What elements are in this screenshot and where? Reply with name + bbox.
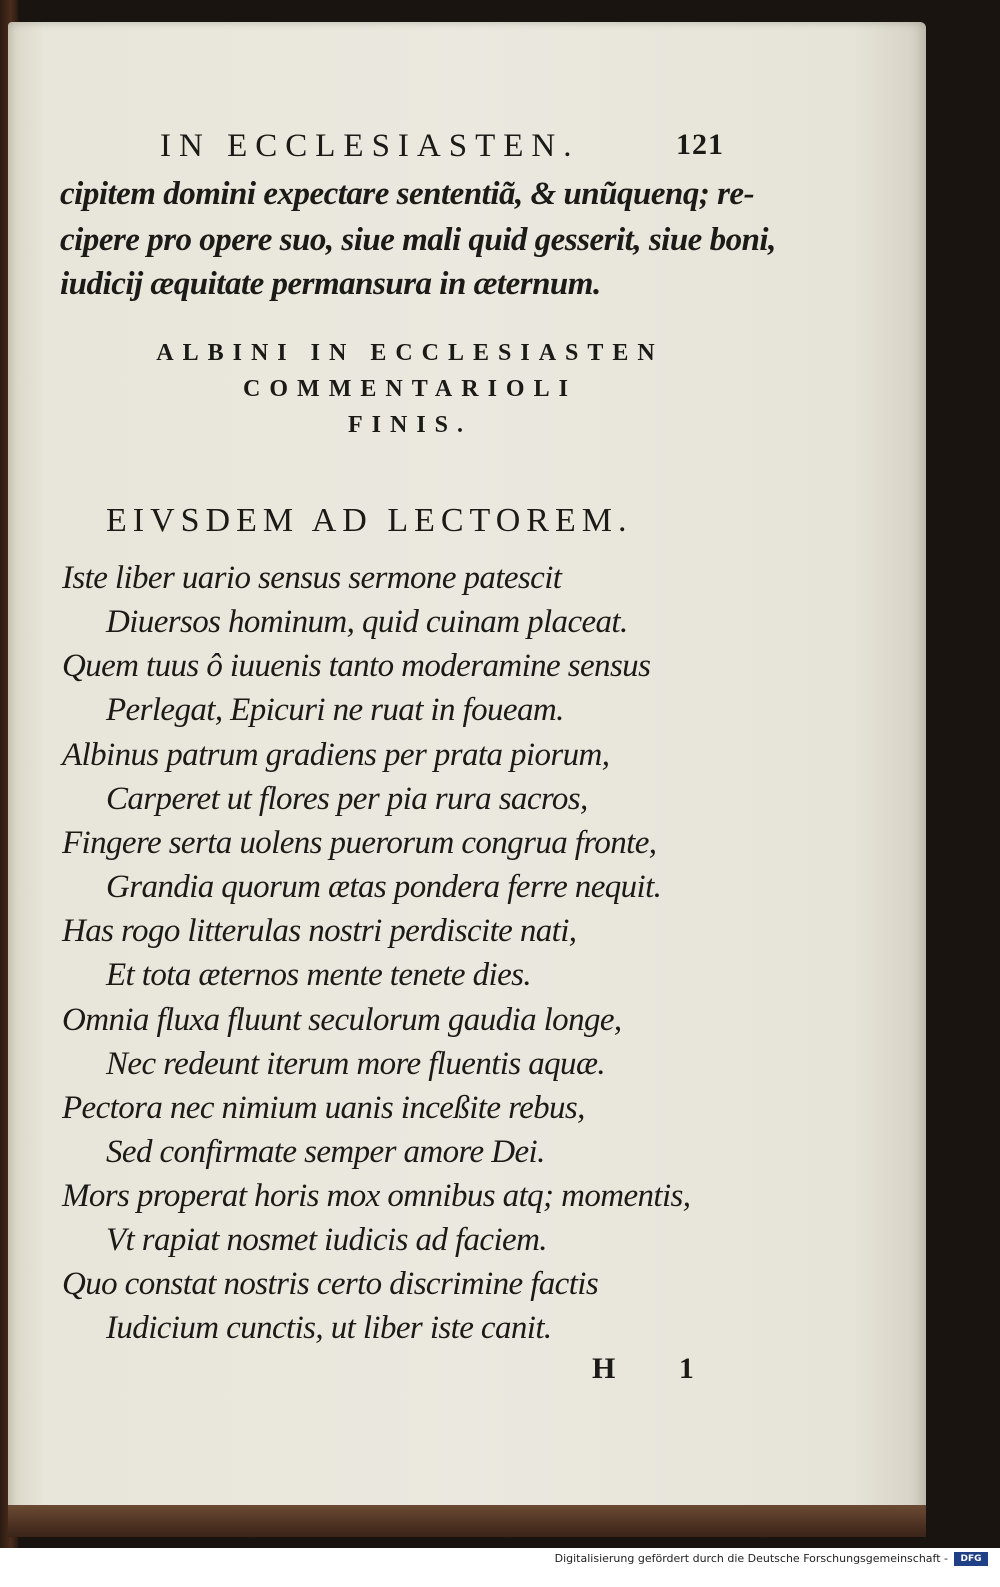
poem-line: Sed confirmate semper amore Dei. bbox=[106, 1134, 545, 1170]
poem-line: Iste liber uario sensus sermone patescit bbox=[62, 560, 562, 596]
running-head-title: IN ECCLESIASTEN. bbox=[160, 128, 580, 164]
colophon-line: FINIS. bbox=[347, 412, 473, 438]
colophon-line: ALBINI IN ECCLESIASTEN bbox=[156, 340, 664, 366]
poem-line: Quem tuus ô iuuenis tanto moderamine sensus bbox=[62, 648, 651, 684]
prose-line: cipitem domini expectare sententiã, & unũquenq; re- bbox=[60, 176, 755, 212]
digitization-credit: Digitalisierung gefördert durch die Deutsche Forschungsgemeinschaft - bbox=[554, 1552, 948, 1565]
poem-line: Carperet ut flores per pia rura sacros, bbox=[106, 781, 588, 817]
poem-line: Vt rapiat nosmet iudicis ad faciem. bbox=[106, 1222, 547, 1258]
poem-line: Albinus patrum gradiens per prata piorum, bbox=[62, 737, 610, 773]
poem-line: Grandia quorum ætas pondera ferre nequit. bbox=[106, 869, 662, 905]
page-bottom-edge bbox=[8, 1505, 926, 1537]
poem-line: Et tota æternos mente tenete dies. bbox=[106, 957, 532, 993]
poem-line: Diuersos hominum, quid cuinam placeat. bbox=[106, 604, 628, 640]
poem-line: Omnia fluxa fluunt seculorum gaudia longe, bbox=[62, 1002, 622, 1038]
prose-line: cipere pro opere suo, siue mali quid gesserit, siue boni, bbox=[60, 222, 776, 258]
prose-line: iudicij æquitate permansura in æternum. bbox=[60, 266, 601, 302]
poem-line: Iudicium cunctis, ut liber iste canit. bbox=[106, 1310, 552, 1346]
poem-line: Mors properat horis mox omnibus atq; momentis, bbox=[62, 1178, 691, 1214]
poem-title: EIVSDEM AD LECTOREM. bbox=[106, 502, 633, 539]
poem-line: Has rogo litterulas nostri perdiscite nati, bbox=[62, 913, 577, 949]
folio-number: 121 bbox=[676, 128, 724, 161]
poem-line: Perlegat, Epicuri ne ruat in foueam. bbox=[106, 692, 564, 728]
poem-line: Pectora nec nimium uanis inceßite rebus, bbox=[62, 1090, 585, 1126]
colophon-line: COMMENTARIOLI bbox=[243, 376, 577, 402]
poem-line: Quo constat nostris certo discrimine factis bbox=[62, 1266, 599, 1302]
signature-mark: H 1 bbox=[592, 1352, 722, 1385]
poem-line: Fingere serta uolens puerorum congrua fronte, bbox=[62, 825, 657, 861]
poem-line: Nec redeunt iterum more fluentis aquæ. bbox=[106, 1046, 606, 1082]
dfg-logo: DFG bbox=[954, 1552, 988, 1566]
